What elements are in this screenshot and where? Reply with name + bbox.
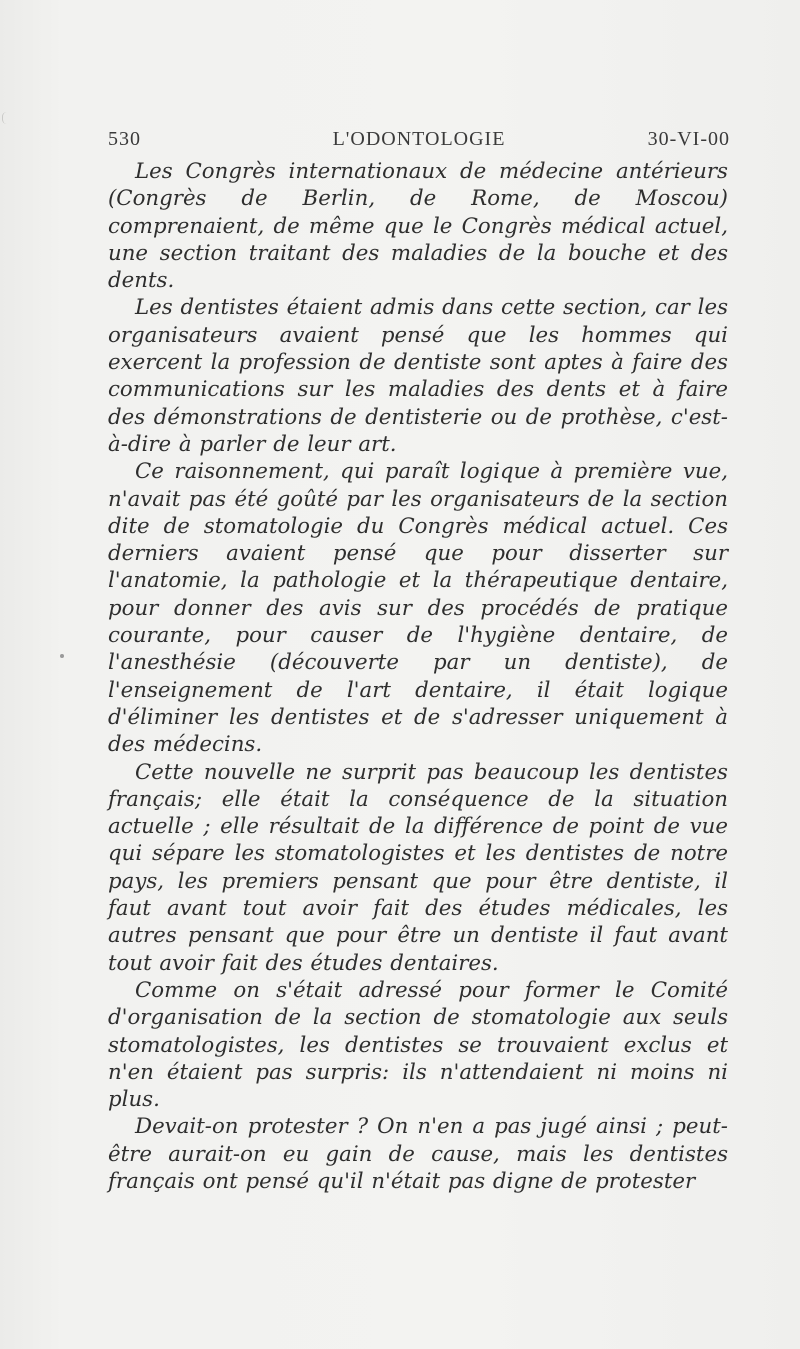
- margin-dot: [60, 654, 64, 658]
- paragraph-4: Cette nouvelle ne surprit pas beaucoup les dentistes français; elle était la conséquence de la situation actuelle ; elle résultait de la différence de point de vue qui sépare les stomatologistes et les dentistes de notre pays, les premiers pensant que pour être dentiste, il faut avant tout avoir fait des études médicales, les autres pensant que pour être un dentiste il faut avant tout avoir fait des études dentaires.: [108, 759, 728, 976]
- paragraph-2: Les dentistes étaient admis dans cette section, car les organisateurs avaient pensé que les hommes qui exercent la profession de dentiste sont aptes à faire des communications sur les maladies des dents et à faire des démonstrations de dentisterie ou de prothèse, c'est-à-dire à parler de leur art.: [108, 295, 728, 457]
- journal-title: L'ODONTOLOGIE: [332, 128, 506, 150]
- paragraph-1: Les Congrès internationaux de médecine antérieurs (Congrès de Berlin, de Rome, de Moscou) comprenaient, de même que le Congrès médical actuel, une section traitant des maladies de la bouche et des dents.: [108, 159, 728, 294]
- page-number: 530: [108, 128, 141, 150]
- page-edge-mark: [2, 112, 11, 124]
- running-header: [108, 128, 730, 152]
- paragraph-3: Ce raisonnement, qui paraît logique à première vue, n'avait pas été goûté par les organisateurs de la section dite de stomatologie du Congrès médical actuel. Ces derniers avaient pensé que pour disserter sur l'anatomie, la pathologie et la thérapeutique dentaire, pour donner des avis sur des procédés de pratique courante, pour causer de l'hygiène dentaire, de l'anesthésie (découverte par un dentiste), de l'enseignement de l'art dentaire, il était logique d'éliminer les dentistes et de s'adresser uniquement à des médecins.: [108, 459, 728, 758]
- paragraph-6: Devait-on protester ? On n'en a pas jugé ainsi ; peut-être aurait-on eu gain de cause, mais les dentistes français ont pensé qu'il n'était pas digne de protester: [108, 1114, 728, 1194]
- article-body: [108, 158, 728, 1195]
- paragraph-5: Comme on s'était adressé pour former le Comité d'organisation de la section de stomatologie aux seuls stomatologistes, les dentistes se trouvaient exclus et n'en étaient pas surpris: ils n'attendaient ni moins ni plus.: [108, 977, 728, 1113]
- issue-date: 30-VI-00: [647, 128, 730, 150]
